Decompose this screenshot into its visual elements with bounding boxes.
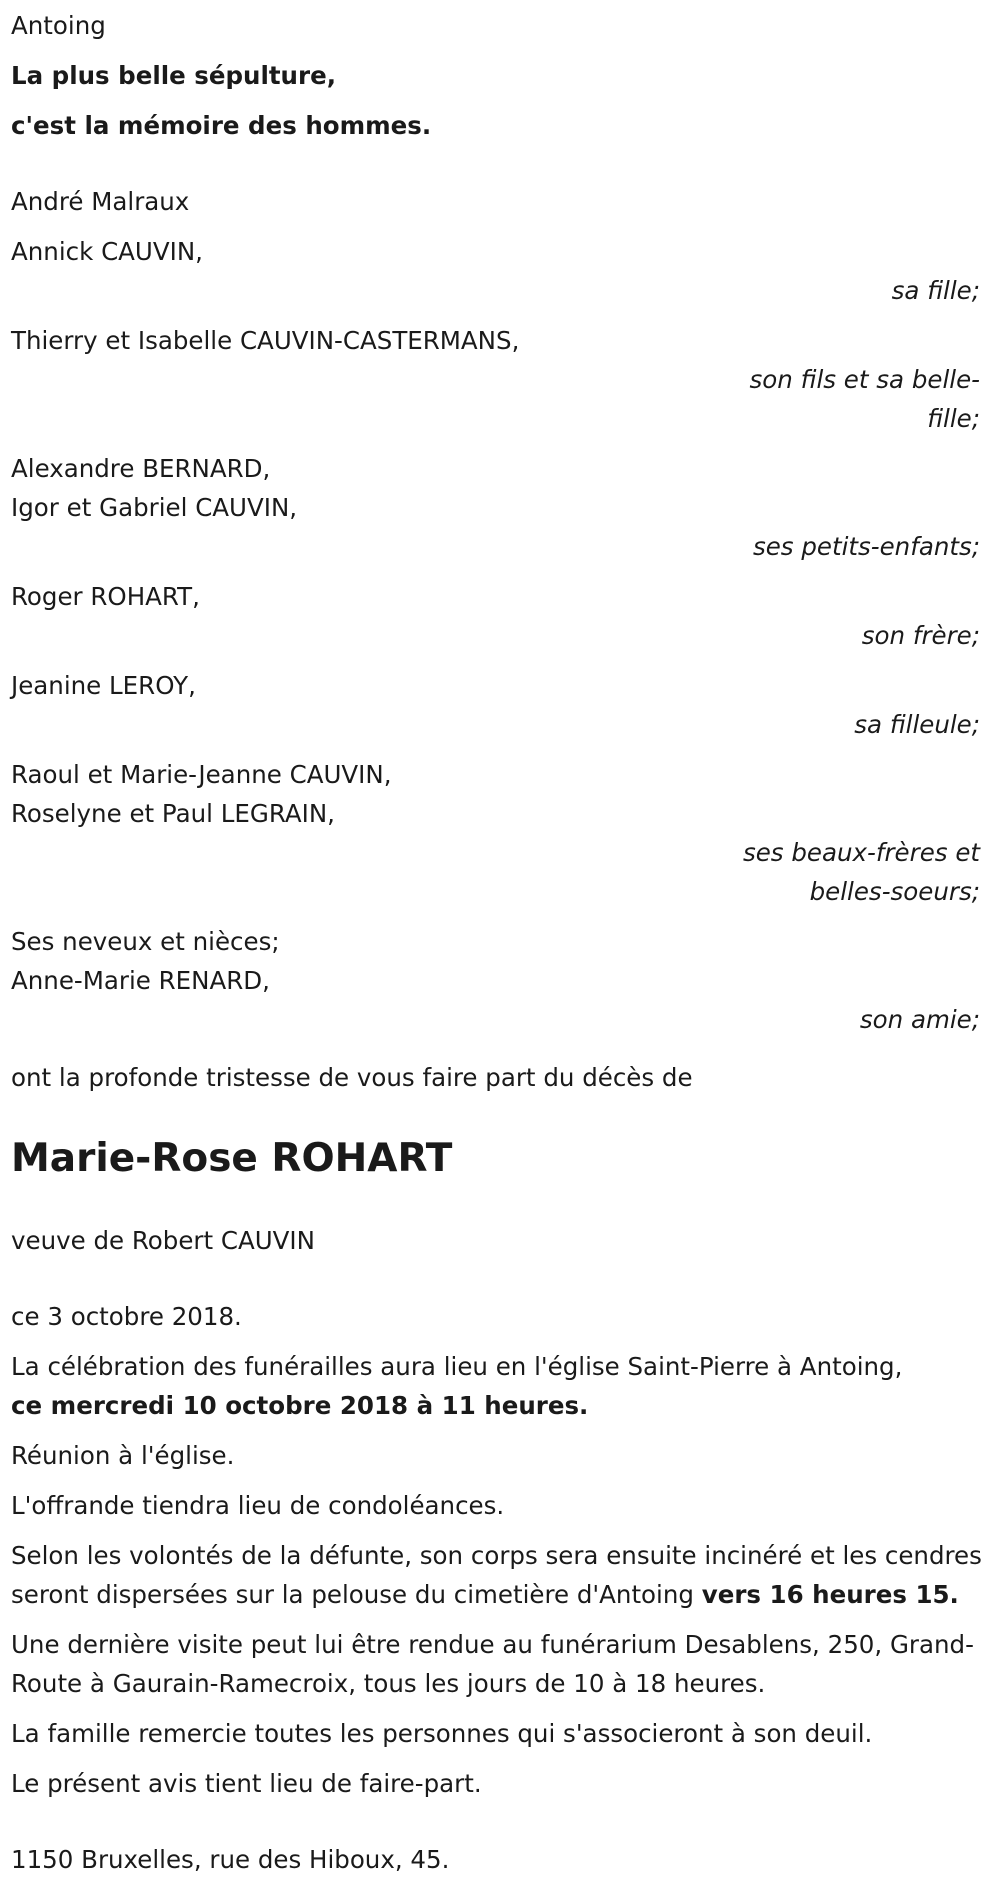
family-entry [11,449,996,566]
cremation-text: Selon les volontés de la défunte, son corps sera ensuite incinéré et les cendres seront dispersées sur la pelouse du cimetière d'Antoing [11,1541,982,1609]
family-name: Raoul et Marie-Jeanne CAUVIN, [11,760,392,789]
family-entry [11,922,996,1039]
funeral-text: La célébration des funérailles aura lieu en l'église Saint-Pierre à Antoing, [11,1352,903,1381]
family-role: ses petits-enfants; [752,532,980,561]
family-entry [11,232,996,310]
quote-line-2: c'est la mémoire des hommes. [11,111,432,140]
notice-info: Le présent avis tient lieu de faire-part. [11,1769,482,1798]
cremation-time: vers 16 heures 15. [701,1580,959,1609]
quote-line-1: La plus belle sépulture, [11,61,336,90]
deceased-name: Marie-Rose ROHART [11,1136,453,1181]
family-role: son frère; [861,621,980,650]
funeral-time: ce mercredi 10 octobre 2018 à 11 heures. [11,1391,589,1420]
family-name: Alexandre BERNARD, [11,454,271,483]
obituary-notice [11,6,996,1879]
family-entry [11,755,996,911]
family-role: son fils et sa belle-fille; [749,365,980,433]
place: Antoing [11,11,106,40]
family-entry [11,666,996,744]
family-entry [11,577,996,655]
family-name: Thierry et Isabelle CAUVIN-CASTERMANS, [11,326,520,355]
family-name: Ses neveux et nièces; [11,927,280,956]
family-entry [11,321,996,438]
visit-info: Une dernière visite peut lui être rendue au funérarium Desablens, 250, Grand-Route à Gaurain-Ramecroix, tous les jours de 10 à 18 heures. [11,1630,974,1698]
family-name: Jeanine LEROY, [11,671,196,700]
family-role: sa filleule; [854,710,980,739]
family-role: sa fille; [891,276,980,305]
cremation-info [11,1536,986,1614]
offering-info: L'offrande tiendra lieu de condoléances. [11,1491,505,1520]
quote-author: André Malraux [11,187,190,216]
family-role: son amie; [859,1005,980,1034]
announcement: ont la profonde tristesse de vous faire part du décès de [11,1063,693,1092]
family-name: Roselyne et Paul LEGRAIN, [11,799,335,828]
family-name: Annick CAUVIN, [11,237,203,266]
thanks-info: La famille remercie toutes les personnes qui s'associeront à son deuil. [11,1719,873,1748]
funeral-info [11,1347,986,1425]
family-role: ses beaux-frères et belles-soeurs; [742,838,980,906]
family-name: Igor et Gabriel CAUVIN, [11,493,298,522]
widow-of: veuve de Robert CAUVIN [11,1226,315,1255]
meeting-info: Réunion à l'église. [11,1441,235,1470]
family-name: Anne-Marie RENARD, [11,966,270,995]
death-date: ce 3 octobre 2018. [11,1302,242,1331]
family-name: Roger ROHART, [11,582,200,611]
address: 1150 Bruxelles, rue des Hiboux, 45. [11,1845,450,1874]
